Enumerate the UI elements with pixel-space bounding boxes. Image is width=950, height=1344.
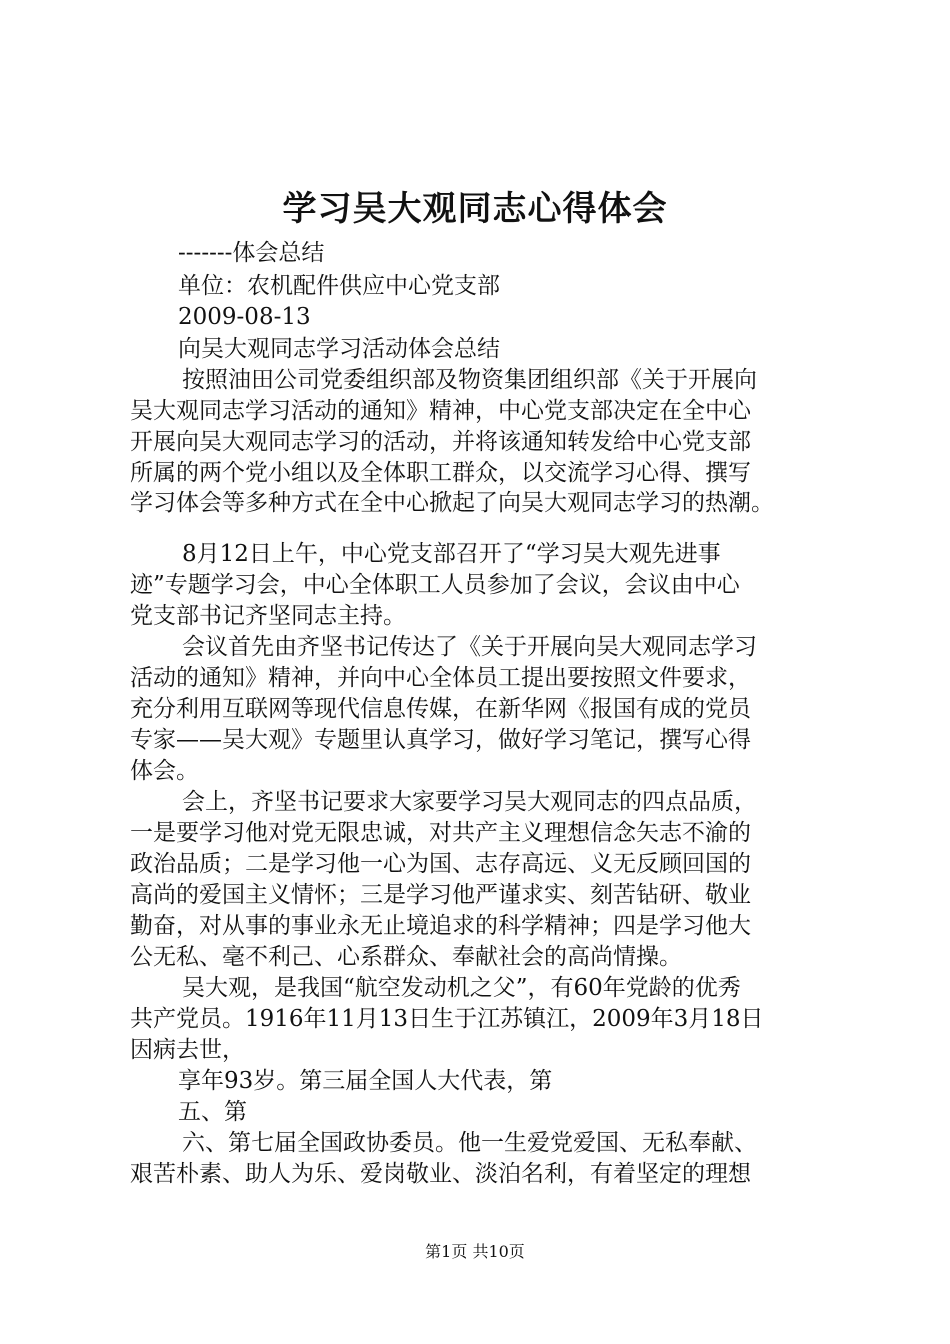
paragraph-line: 会上，齐坚书记要求大家要学习吴大观同志的四点品质，: [182, 789, 757, 815]
paragraph-line: 专家——吴大观》专题里认真学习，做好学习笔记，撰写心得: [130, 727, 751, 753]
paragraph-line: 艰苦朴素、助人为乐、爱岗敬业、淡泊名利，有着坚定的理想: [130, 1161, 751, 1187]
paragraph-line: 会议首先由齐坚书记传达了《关于开展向吴大观同志学习: [182, 634, 757, 660]
paragraph-line: 六、第七届全国政协委员。他一生爱党爱国、无私奉献、: [182, 1130, 757, 1156]
paragraph-line: 活动的通知》精神，并向中心全体员工提出要按照文件要求，: [130, 665, 751, 691]
paragraph-line: 体会。: [130, 758, 199, 784]
paragraph-line: 一是要学习他对党无限忠诚，对共产主义理想信念矢志不渝的: [130, 820, 751, 846]
unit-line: 单位：农机配件供应中心党支部: [178, 273, 500, 299]
paragraph-line: 学习体会等多种方式在全中心掀起了向吴大观同志学习的热潮。: [130, 490, 774, 516]
paragraph-line: 按照油田公司党委组织部及物资集团组织部《关于开展向: [182, 367, 757, 393]
subtitle-line: -------体会总结: [178, 240, 325, 266]
paragraph-line: 公无私、毫不利己、心系群众、奉献社会的高尚情操。: [130, 944, 682, 970]
paragraph-line: 政治品质；二是学习他一心为国、志存高远、义无反顾回国的: [130, 851, 751, 877]
paragraph-line: 8月12日上午，中心党支部召开了“学习吴大观先进事: [182, 541, 721, 567]
paragraph-line: 因病去世，: [130, 1037, 245, 1063]
document-title: 学习吴大观同志心得体会: [282, 189, 668, 229]
paragraph-line: 共产党员。1916年11月13日生于江苏镇江，2009年3月18日: [130, 1006, 764, 1032]
paragraph-line: 开展向吴大观同志学习的活动，并将该通知转发给中心党支部: [130, 429, 751, 455]
paragraph-line: 党支部书记齐坚同志主持。: [130, 603, 406, 629]
page-footer: 第1页 共10页: [425, 1242, 525, 1261]
paragraph-line: 享年93岁。第三届全国人大代表，第: [178, 1068, 553, 1094]
paragraph-line: 充分利用互联网等现代信息传媒，在新华网《报国有成的党员: [130, 696, 751, 722]
heading-line: 向吴大观同志学习活动体会总结: [178, 336, 500, 362]
paragraph-line: 五、第: [178, 1099, 247, 1125]
paragraph-line: 高尚的爱国主义情怀；三是学习他严谨求实、刻苦钻研、敬业: [130, 882, 751, 908]
paragraph-line: 所属的两个党小组以及全体职工群众，以交流学习心得、撰写: [130, 460, 751, 486]
paragraph-line: 吴大观，是我国“航空发动机之父”，有60年党龄的优秀: [182, 975, 741, 1001]
paragraph-line: 吴大观同志学习活动的通知》精神，中心党支部决定在全中心: [130, 398, 751, 424]
date-line: 2009-08-13: [178, 304, 311, 330]
paragraph-line: 迹”专题学习会，中心全体职工人员参加了会议，会议由中心: [130, 572, 740, 598]
paragraph-line: 勤奋，对从事的事业永无止境追求的科学精神；四是学习他大: [130, 913, 751, 939]
